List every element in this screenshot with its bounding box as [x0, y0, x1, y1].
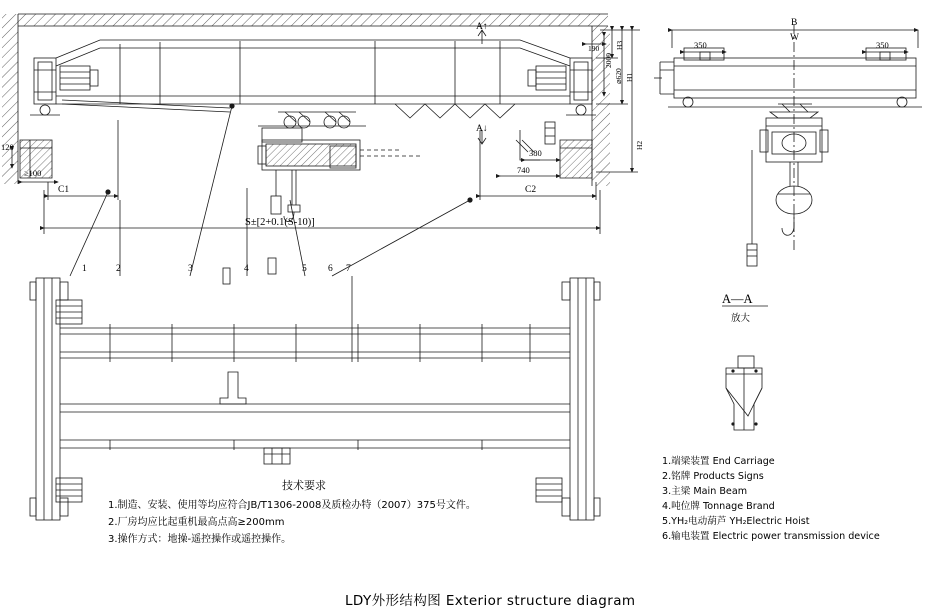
detail-sublabel: 放大	[731, 313, 751, 324]
dim-120: 120	[1, 142, 14, 152]
dim-350-left: 350	[694, 40, 707, 50]
dim-2000: 2000	[604, 53, 613, 68]
dim-w: W	[790, 33, 799, 43]
notes-line-3: 3.操作方式：地操-遥控操作或遥控操作。	[108, 534, 292, 545]
legend-item-4: 4.吨位牌 Tonnage Brand	[662, 501, 775, 512]
legend-item-1: 1.端梁装置 End Carriage	[662, 456, 775, 467]
dim-740: 740	[517, 165, 530, 175]
dim-620: ⌀620	[614, 68, 623, 84]
dim-c1: C1	[58, 185, 70, 195]
dim-c2: C2	[525, 185, 537, 195]
dim-190: 190	[588, 44, 600, 53]
legend-item-3: 3.主梁 Main Beam	[662, 486, 748, 497]
notes-line-2: 2.厂房均应比起重机最高点高≥200mm	[108, 517, 285, 528]
notes-title: 技术要求	[282, 479, 326, 492]
dim-h2: H2	[635, 140, 644, 150]
leader-number-2: 2	[116, 264, 121, 274]
leader-number-6: 6	[328, 264, 333, 274]
leader-number-1: 1	[82, 264, 87, 274]
dim-b: B	[791, 18, 798, 28]
detail-label-aa: A—A	[722, 292, 753, 306]
dim-380: 380	[529, 148, 542, 158]
leader-number-3: 3	[188, 264, 193, 274]
legend-item-6: 6.输电装置 Electric power transmission device	[662, 531, 880, 542]
dim-h1: H1	[625, 72, 634, 82]
dim-min-100: ≥100	[24, 168, 42, 178]
figure-title: LDY外形结构图 Exterior structure diagram	[345, 593, 636, 609]
leader-number-4: 4	[244, 264, 249, 274]
notes-line-1: 1.制造、安装、使用等均应符合JB/T1306-2008及质检办特（2007）375号文件。	[108, 500, 476, 511]
section-mark-a-bottom: A↓	[476, 124, 488, 134]
dim-span: S±[2+0.1(S-10)]	[245, 217, 315, 228]
leader-number-5: 5	[302, 264, 307, 274]
dim-350-right: 350	[876, 40, 889, 50]
legend-item-5: 5.YH₂电动葫芦 YH₂Electric Hoist	[662, 516, 810, 527]
legend-item-2: 2.铭牌 Products Signs	[662, 471, 764, 482]
dim-h3: H3	[615, 40, 624, 50]
leader-number-7: 7	[346, 264, 351, 274]
section-mark-a-top: A↑	[476, 22, 488, 32]
